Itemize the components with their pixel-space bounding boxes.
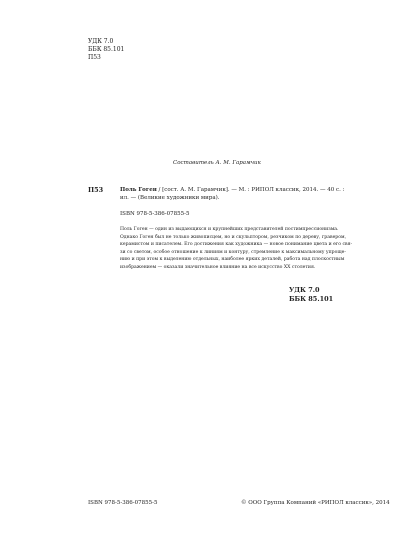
bibliographic-entry (120, 186, 345, 202)
classification-block-right (289, 286, 333, 304)
footer-isbn: ISBN 978-5-386-07855-5 (88, 500, 158, 506)
footer-copyright: © ООО Группа Компаний «РИПОЛ классик», 2014 (241, 500, 390, 506)
annotation-line: зи со светом, особое отношение к линиям и контуру, стремление к максимальному упроще- (120, 249, 346, 255)
annotation (120, 226, 353, 272)
annotation-line: изображением — оказали значительное влияние на все искусство XX столетия. (120, 264, 316, 270)
udk-code-right: УДК 7.0 (289, 286, 320, 294)
author-mark: П53 (88, 54, 101, 61)
annotation-line: нию и при этом к выделению отдельных, наиболее ярких деталей, работа над плоскостным (120, 257, 345, 263)
bbk-code-right: ББК 85.101 (289, 295, 334, 303)
isbn: ISBN 978-5-386-07855-5 (120, 211, 190, 217)
compiler-line: Составитель А. М. Гарамчик (173, 160, 261, 166)
entry-series: ил. — (Великие художники мира). (120, 195, 220, 201)
bbk-code: ББК 85.101 (88, 46, 125, 53)
annotation-line: Однако Гоген был не только живописцем, но и скульптором, резчиком по дереву, гравером, (120, 234, 347, 240)
entry-author: Поль Гоген (120, 187, 157, 193)
entry-author-mark: П53 (88, 186, 104, 194)
annotation-line: керамистом и писателем. Его достижения как художника — новое понимание цвета и его свя- (120, 242, 353, 248)
annotation-line: Поль Гоген — один из выдающихся и крупнейших представителей постимпрессионизма. (120, 227, 339, 232)
udk-code: УДК 7.0 (88, 38, 114, 45)
top-classification-block (88, 38, 124, 62)
entry-details: / [сост. А. М. Гарамчик]. — М. : РИПОЛ классик, 2014. — 40 с. : (156, 187, 345, 193)
